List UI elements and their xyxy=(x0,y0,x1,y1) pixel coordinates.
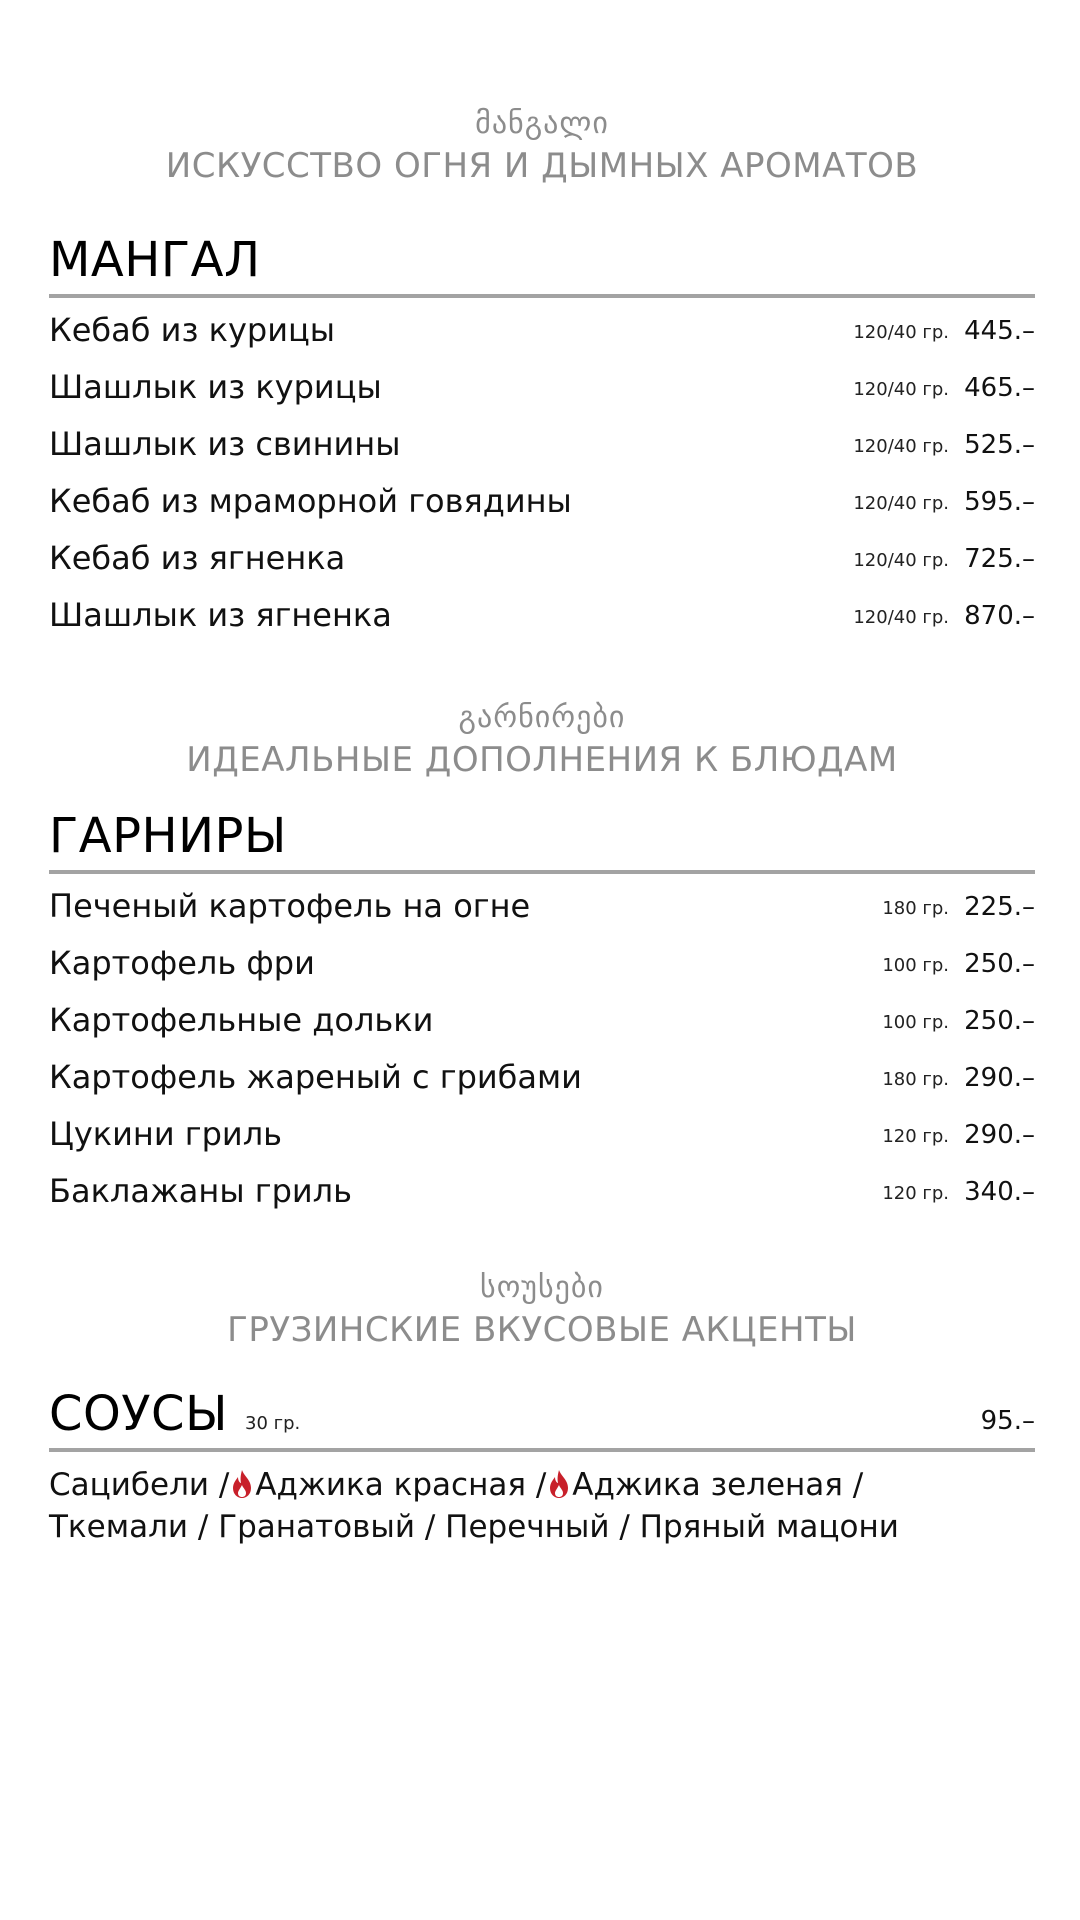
sauce-adjika-green: Аджика зеленая / xyxy=(572,1467,864,1503)
item-price: 870.– xyxy=(964,601,1035,631)
menu-item xyxy=(49,1051,1035,1108)
section-subtitle: ИДЕАЛЬНЫЕ ДОПОЛНЕНИЯ К БЛЮДАМ xyxy=(186,740,898,780)
menu-item xyxy=(49,475,1035,532)
menu-item xyxy=(49,361,1035,418)
category-title: СОУСЫ xyxy=(49,1386,228,1442)
section-intro xyxy=(49,104,1035,188)
item-price: 595.– xyxy=(964,487,1035,517)
item-name: Кебаб из курицы xyxy=(49,311,336,349)
item-weight: 120/40 гр. xyxy=(853,379,949,400)
item-name: Кебаб из мраморной говядины xyxy=(49,482,572,520)
menu-item xyxy=(49,589,1035,646)
item-weight: 180 гр. xyxy=(882,1069,949,1090)
item-name: Картофельные дольки xyxy=(49,1001,434,1039)
menu-item xyxy=(49,937,1035,994)
sauce-adjika-red: Аджика красная / xyxy=(255,1467,547,1503)
item-weight: 120/40 гр. xyxy=(853,493,949,514)
item-price: 225.– xyxy=(964,892,1035,922)
item-weight: 120/40 гр. xyxy=(853,607,949,628)
item-weight: 120/40 гр. xyxy=(853,550,949,571)
georgian-heading: სოუსები xyxy=(480,1270,604,1305)
item-price: 340.– xyxy=(964,1177,1035,1207)
menu-item xyxy=(49,880,1035,937)
section-sides xyxy=(49,698,1035,1222)
category-header xyxy=(49,232,1035,298)
item-name: Баклажаны гриль xyxy=(49,1172,352,1210)
item-name: Картофель жареный с грибами xyxy=(49,1058,582,1096)
item-weight: 100 гр. xyxy=(882,1012,949,1033)
item-price: 725.– xyxy=(964,544,1035,574)
item-weight: 100 гр. xyxy=(882,955,949,976)
category-price: 95.– xyxy=(980,1406,1035,1436)
item-price: 445.– xyxy=(964,316,1035,346)
category-title: ГАРНИРЫ xyxy=(49,808,287,864)
sauce-satsibeli: Сацибели / xyxy=(49,1467,230,1503)
category-title: МАНГАЛ xyxy=(49,232,261,288)
menu-list xyxy=(49,304,1035,646)
section-subtitle: ИСКУССТВО ОГНЯ И ДЫМНЫХ АРОМАТОВ xyxy=(165,146,919,186)
section-mangal xyxy=(49,104,1035,646)
menu-item xyxy=(49,418,1035,475)
item-name: Шашлык из курицы xyxy=(49,368,382,406)
item-weight: 120 гр. xyxy=(882,1126,949,1147)
item-weight: 180 гр. xyxy=(882,898,949,919)
item-name: Кебаб из ягненка xyxy=(49,539,346,577)
item-name: Картофель фри xyxy=(49,944,315,982)
section-subtitle: ГРУЗИНСКИЕ ВКУСОВЫЕ АКЦЕНТЫ xyxy=(227,1310,857,1350)
menu-list xyxy=(49,880,1035,1222)
menu-item xyxy=(49,1165,1035,1222)
category-weight: 30 гр. xyxy=(245,1413,301,1434)
item-name: Цукини гриль xyxy=(49,1115,283,1153)
item-price: 250.– xyxy=(964,1006,1035,1036)
sauce-list xyxy=(49,1464,1035,1548)
menu-item xyxy=(49,994,1035,1051)
item-price: 525.– xyxy=(964,430,1035,460)
menu-item xyxy=(49,304,1035,361)
menu-item xyxy=(49,532,1035,589)
item-name: Шашлык из ягненка xyxy=(49,596,392,634)
item-price: 290.– xyxy=(964,1120,1035,1150)
category-header xyxy=(49,1386,1035,1452)
item-name: Печеный картофель на огне xyxy=(49,887,531,925)
item-price: 290.– xyxy=(964,1063,1035,1093)
category-header xyxy=(49,808,1035,874)
menu-item xyxy=(49,1108,1035,1165)
item-weight: 120 гр. xyxy=(882,1183,949,1204)
section-intro xyxy=(49,1268,1035,1352)
item-name: Шашлык из свинины xyxy=(49,425,401,463)
section-sauces xyxy=(49,1268,1035,1548)
item-price: 250.– xyxy=(964,949,1035,979)
flame-icon xyxy=(231,1469,253,1499)
item-price: 465.– xyxy=(964,373,1035,403)
item-weight: 120/40 гр. xyxy=(853,436,949,457)
flame-icon xyxy=(548,1469,570,1499)
item-weight: 120/40 гр. xyxy=(853,322,949,343)
section-intro xyxy=(49,698,1035,782)
georgian-heading: გარნირები xyxy=(458,700,626,735)
sauce-list-rest: Ткемали / Гранатовый / Перечный / Пряный мацони xyxy=(49,1509,899,1545)
georgian-heading: მანგალი xyxy=(475,106,609,141)
